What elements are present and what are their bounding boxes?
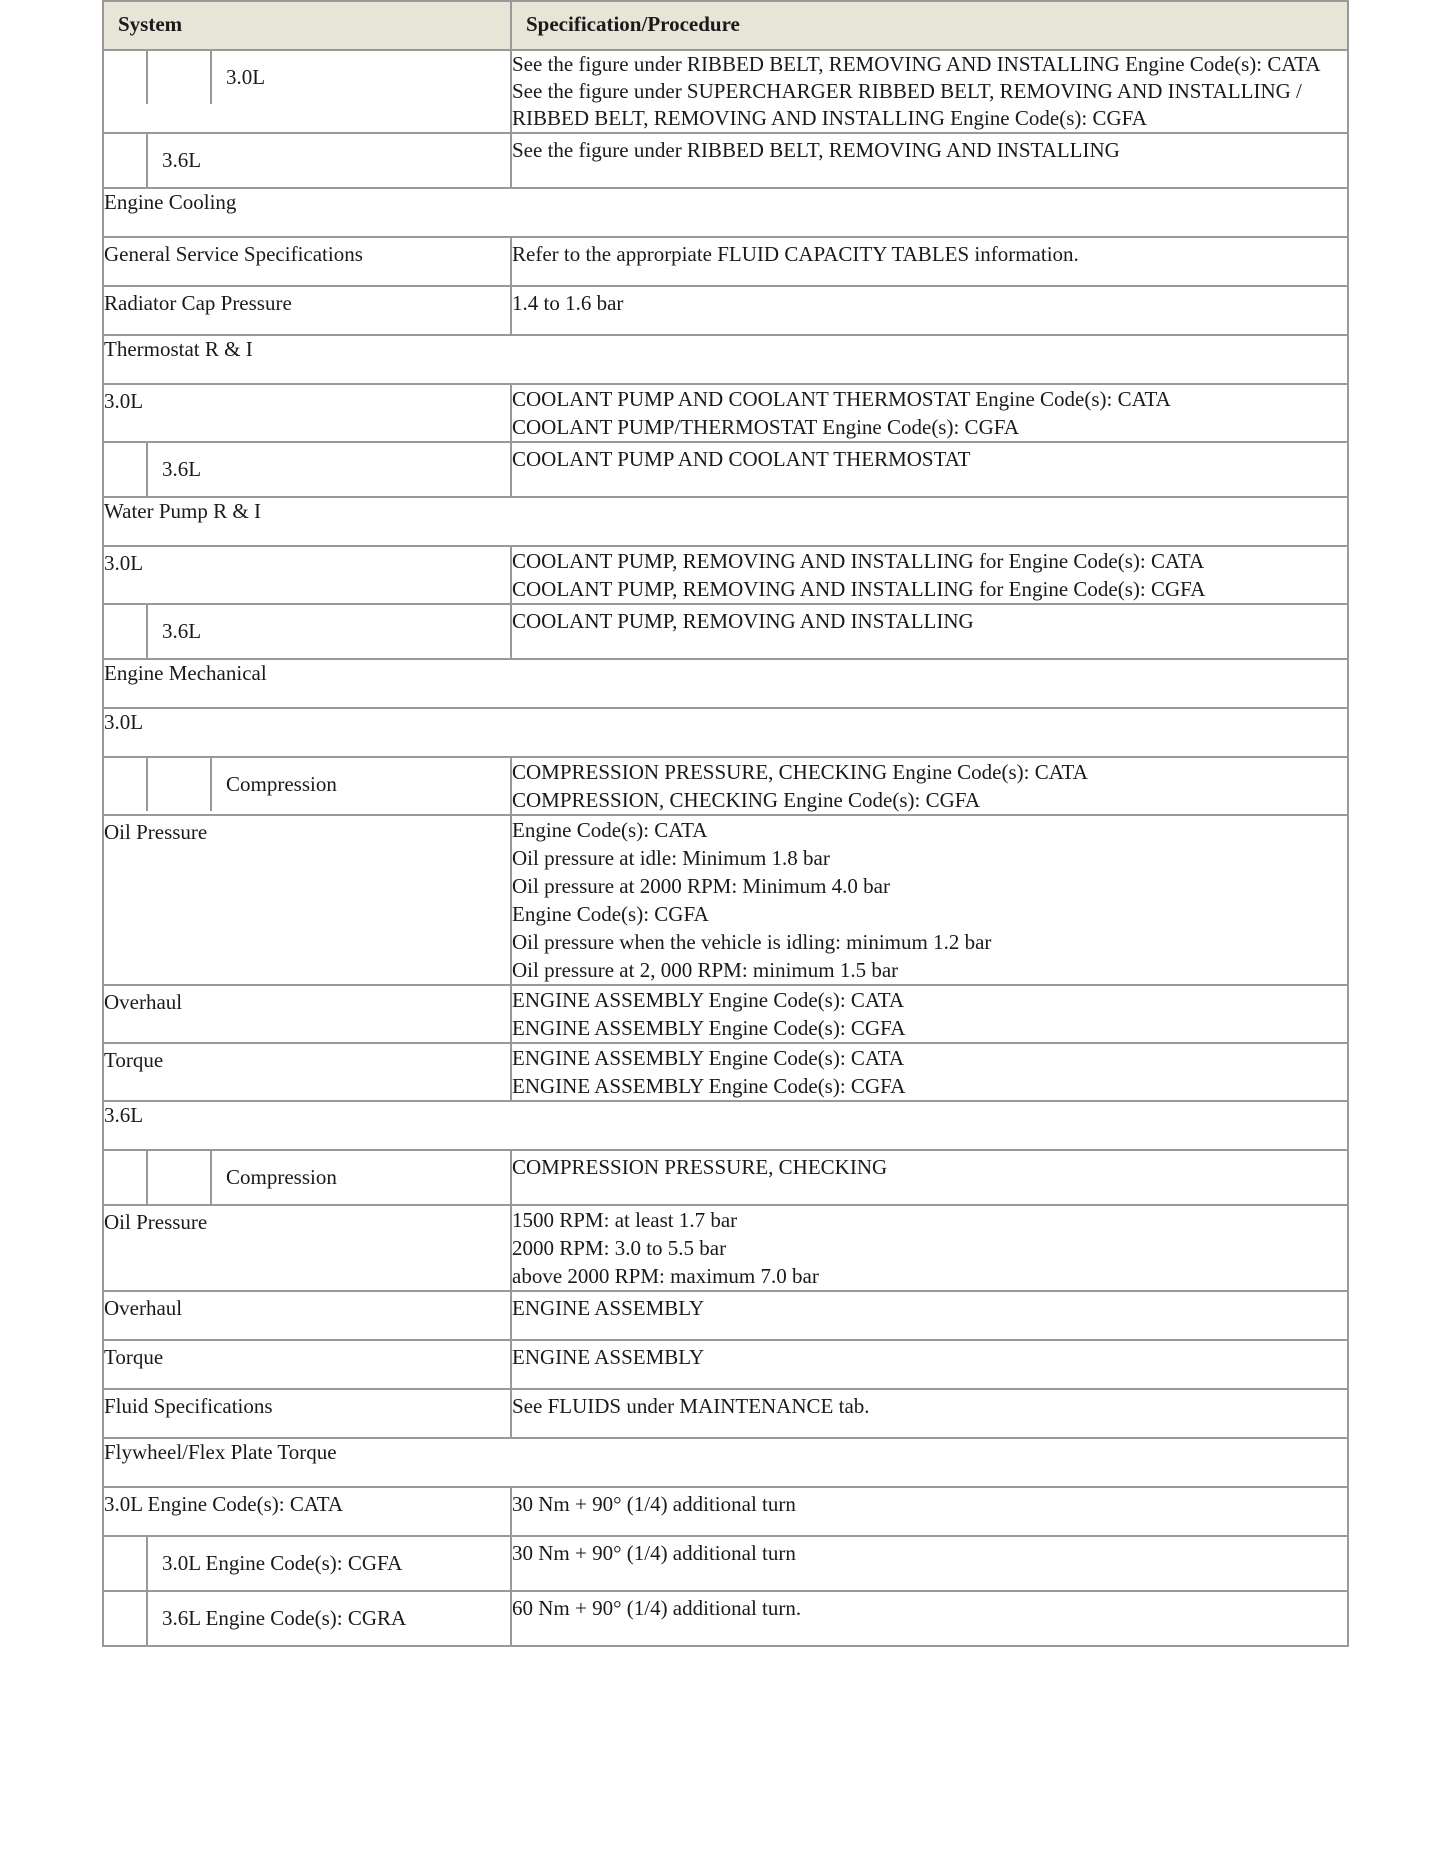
- section-heading-3-6l: 3.6L: [103, 1101, 1348, 1150]
- specification-line: See FLUIDS under MAINTENANCE tab.: [512, 1394, 870, 1418]
- section-heading-engine-mechanical: Engine Mechanical: [103, 659, 1348, 708]
- system-cell: 3.0L: [103, 384, 511, 442]
- table-row: [103, 1340, 1348, 1389]
- specification-cell: [511, 546, 1348, 604]
- table-row: [103, 1150, 1348, 1205]
- table-row: [103, 1101, 1348, 1150]
- table-row: [103, 133, 1348, 188]
- system-label: 3.0L: [226, 65, 266, 89]
- specification-cell: [511, 1340, 1348, 1389]
- table-row: [103, 384, 1348, 442]
- specification-cell: [511, 133, 1348, 188]
- system-cell: [103, 1150, 511, 1205]
- indent-guide: [104, 51, 148, 104]
- indent-guide: [104, 605, 148, 658]
- section-heading-thermostat-r-i: Thermostat R & I: [103, 335, 1348, 384]
- system-cell: Overhaul: [103, 985, 511, 1043]
- system-cell: [103, 604, 511, 659]
- table-row: [103, 1205, 1348, 1291]
- specification-line: ENGINE ASSEMBLY Engine Code(s): CGFA: [512, 1016, 906, 1040]
- system-label: 3.6L: [162, 619, 202, 643]
- specification-cell: [511, 442, 1348, 497]
- specification-cell: [511, 1205, 1348, 1291]
- specification-line: ENGINE ASSEMBLY: [512, 1345, 705, 1369]
- system-cell: 3.0L: [103, 546, 511, 604]
- table-row: [103, 659, 1348, 708]
- specification-line: 30 Nm + 90° (1/4) additional turn: [512, 1541, 796, 1565]
- indent-guide: [104, 443, 148, 496]
- system-cell: Radiator Cap Pressure: [103, 286, 511, 335]
- specification-cell: [511, 237, 1348, 286]
- table-row: [103, 1438, 1348, 1487]
- specification-cell: [511, 1487, 1348, 1536]
- system-cell: Overhaul: [103, 1291, 511, 1340]
- specification-cell: [511, 1389, 1348, 1438]
- indent-guide: [148, 758, 212, 811]
- specification-cell: [511, 757, 1348, 815]
- section-heading-flywheel-flex-plate-torque: Flywheel/Flex Plate Torque: [103, 1438, 1348, 1487]
- specification-line: 1500 RPM: at least 1.7 bar: [512, 1208, 738, 1232]
- specification-line: 60 Nm + 90° (1/4) additional turn.: [512, 1596, 802, 1620]
- table-row: [103, 1591, 1348, 1646]
- header-system: System: [103, 1, 511, 50]
- table-row: [103, 1487, 1348, 1536]
- system-cell: [103, 1536, 511, 1591]
- specification-table: [102, 0, 1349, 1647]
- indent-guide: [104, 1151, 148, 1204]
- specification-line: Oil pressure at 2, 000 RPM: minimum 1.5 bar: [512, 958, 899, 982]
- specification-line: Engine Code(s): CGFA: [512, 902, 709, 926]
- specification-line: Refer to the approrpiate FLUID CAPACITY TABLES information.: [512, 242, 1079, 266]
- table-row: [103, 188, 1348, 237]
- system-cell: [103, 757, 511, 815]
- specification-line: COMPRESSION PRESSURE, CHECKING Engine Code(s): CATA: [512, 760, 1088, 784]
- specification-line: Oil pressure when the vehicle is idling: minimum 1.2 bar: [512, 930, 992, 954]
- indent-guide: [104, 134, 148, 187]
- specification-line: COOLANT PUMP/THERMOSTAT Engine Code(s): CGFA: [512, 415, 1020, 439]
- table-row: [103, 1291, 1348, 1340]
- table-row: [103, 497, 1348, 546]
- specification-cell: [511, 384, 1348, 442]
- system-cell: Torque: [103, 1043, 511, 1101]
- table-header: [103, 1, 1348, 50]
- specification-cell: [511, 985, 1348, 1043]
- system-cell: 3.0L Engine Code(s): CATA: [103, 1487, 511, 1536]
- table-row: [103, 815, 1348, 985]
- system-cell: Torque: [103, 1340, 511, 1389]
- system-cell: [103, 1591, 511, 1646]
- indent-guide: [148, 1151, 212, 1204]
- table-row: [103, 708, 1348, 757]
- table-row: [103, 604, 1348, 659]
- system-cell: General Service Specifications: [103, 237, 511, 286]
- specification-line: ENGINE ASSEMBLY Engine Code(s): CATA: [512, 1046, 905, 1070]
- specification-line: COOLANT PUMP, REMOVING AND INSTALLING for Engine Code(s): CGFA: [512, 577, 1206, 601]
- section-heading-engine-cooling: Engine Cooling: [103, 188, 1348, 237]
- system-label: Compression: [226, 1165, 337, 1189]
- indent-guide: [148, 51, 212, 104]
- system-label: 3.6L Engine Code(s): CGRA: [162, 1606, 407, 1630]
- table-row: [103, 335, 1348, 384]
- specification-line: ENGINE ASSEMBLY: [512, 1296, 705, 1320]
- system-cell: [103, 442, 511, 497]
- specification-cell: [511, 1536, 1348, 1591]
- system-label: 3.6L: [162, 148, 202, 172]
- table-row: [103, 757, 1348, 815]
- specification-line: ENGINE ASSEMBLY Engine Code(s): CGFA: [512, 1074, 906, 1098]
- indent-guide: [104, 758, 148, 811]
- indent-guide: [104, 1592, 148, 1645]
- system-label: 3.0L Engine Code(s): CGFA: [162, 1551, 403, 1575]
- system-label: 3.6L: [162, 457, 202, 481]
- specification-line: 1.4 to 1.6 bar: [512, 291, 624, 315]
- specification-line: COOLANT PUMP AND COOLANT THERMOSTAT: [512, 447, 971, 471]
- specification-line: See the figure under RIBBED BELT, REMOVING AND INSTALLING: [512, 138, 1120, 162]
- table-row: [103, 1536, 1348, 1591]
- system-cell: Oil Pressure: [103, 1205, 511, 1291]
- specification-cell: [511, 1043, 1348, 1101]
- table-row: [103, 286, 1348, 335]
- specification-line: 2000 RPM: 3.0 to 5.5 bar: [512, 1236, 727, 1260]
- table-row: [103, 50, 1348, 133]
- specification-line: See the figure under SUPERCHARGER RIBBED BELT, REMOVING AND INSTALLING / RIBBED BELT, REMOVING AND INSTALLING Engine Code(s): CGFA: [512, 79, 1302, 130]
- table-row: [103, 442, 1348, 497]
- table-row: [103, 1043, 1348, 1101]
- section-heading-3-0l: 3.0L: [103, 708, 1348, 757]
- table-body: [103, 50, 1348, 1646]
- specification-cell: [511, 1291, 1348, 1340]
- specification-cell: [511, 1150, 1348, 1205]
- system-cell: Fluid Specifications: [103, 1389, 511, 1438]
- specification-line: Engine Code(s): CATA: [512, 818, 708, 842]
- header-specification-procedure: Specification/Procedure: [511, 1, 1348, 50]
- specification-line: COOLANT PUMP, REMOVING AND INSTALLING: [512, 609, 974, 633]
- specification-line: COOLANT PUMP, REMOVING AND INSTALLING for Engine Code(s): CATA: [512, 549, 1205, 573]
- system-cell: Oil Pressure: [103, 815, 511, 985]
- specification-line: COMPRESSION, CHECKING Engine Code(s): CGFA: [512, 788, 981, 812]
- specification-cell: [511, 604, 1348, 659]
- table-row: [103, 985, 1348, 1043]
- system-cell: [103, 50, 511, 133]
- specification-line: COOLANT PUMP AND COOLANT THERMOSTAT Engine Code(s): CATA: [512, 387, 1171, 411]
- system-cell: [103, 133, 511, 188]
- specification-line: Oil pressure at 2000 RPM: Minimum 4.0 bar: [512, 874, 890, 898]
- indent-guide: [104, 1537, 148, 1590]
- table-row: [103, 237, 1348, 286]
- specification-cell: [511, 1591, 1348, 1646]
- specification-line: COMPRESSION PRESSURE, CHECKING: [512, 1155, 888, 1179]
- specification-line: ENGINE ASSEMBLY Engine Code(s): CATA: [512, 988, 905, 1012]
- system-label: Compression: [226, 772, 337, 796]
- table-row: [103, 1389, 1348, 1438]
- section-heading-water-pump-r-i: Water Pump R & I: [103, 497, 1348, 546]
- specification-line: Oil pressure at idle: Minimum 1.8 bar: [512, 846, 830, 870]
- specification-line: above 2000 RPM: maximum 7.0 bar: [512, 1264, 819, 1288]
- specification-line: See the figure under RIBBED BELT, REMOVING AND INSTALLING Engine Code(s): CATA: [512, 52, 1321, 76]
- table-row: [103, 546, 1348, 604]
- specification-cell: [511, 50, 1348, 133]
- specification-cell: [511, 815, 1348, 985]
- specification-line: 30 Nm + 90° (1/4) additional turn: [512, 1492, 796, 1516]
- specification-cell: [511, 286, 1348, 335]
